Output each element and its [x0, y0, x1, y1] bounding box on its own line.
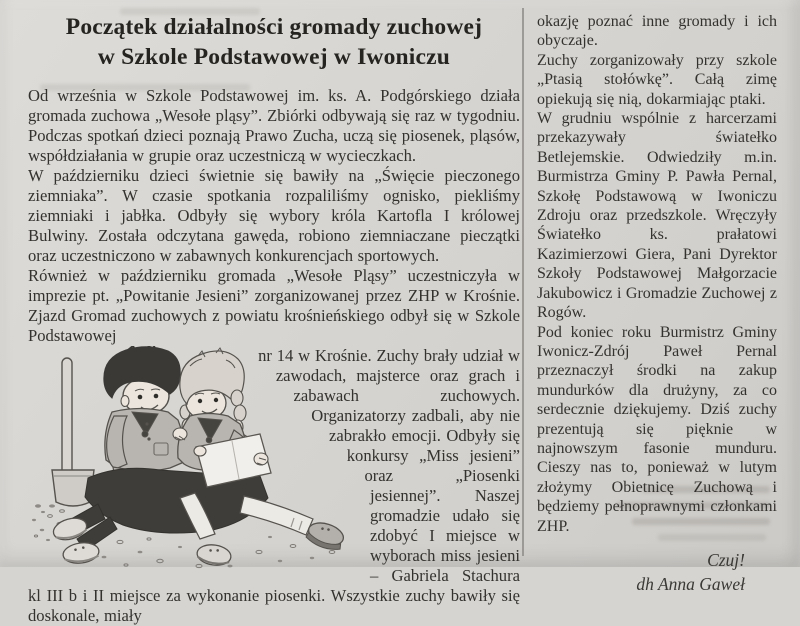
paragraph-intro: Od września w Szkole Podstawowej im. ks. A. Podgórskiego działa gromada zuchowa „Wesołe pląsy”. Zbiórki odbywają się raz w tygodniu. Podczas spotkań dzieci poznają Prawo Zucha, uczą się piosenek, pląsów, współdziałania w grupie oraz uczestniczą w wycieczkach.: [28, 86, 520, 165]
right-column: [537, 12, 777, 596]
article-title-line-2: w Szkole Podstawowej w Iwoniczu: [97, 44, 451, 70]
paragraph-zhp-event-start: Również w październiku gromada „Wesołe Pląsy” uczestniczyła w imprezie pt. „Powitanie Jesieni” zorganizowanej przez ZHP w Krośnie. Zjazd Gromad zuchowych z powiatu krośnieńskiego odbył się w Szkole Podstawowej: [28, 266, 520, 345]
paragraph-october-feast: W październiku dzieci świetnie się bawiły na „Święcie pieczonego ziemniaka”. W czasie spotkania rozpaliliśmy ognisko, piekliśmy ziemniaki i jabłka. Odbyły się wybory króla Kartofla I królowej Bulwiny. Została odczytana gawęda, robiono ziemniaczane pieczątki oraz uczestniczono w zabawnych konkurencjach sportowych.: [28, 166, 520, 265]
wrapped-text-block: [28, 346, 520, 626]
paragraph-bird-feeder: Zuchy zorganizowały przy szkole „Ptasią stołówkę”. Całą zimę opiekują się nią, dokarmiając ptaki.: [537, 51, 777, 108]
column-divider: [522, 8, 524, 556]
paragraph-other-groups: okazję poznać inne gromady i ich obyczaje.: [537, 13, 777, 50]
paragraph-zhp-event-wrapped: nr 14 w Krośnie. Zuchy brały udział w zawodach, majsterce oraz grach i zabawach zuchowych. Organizatorzy zadbali, aby nie zabrakło emocji. Odbyły się konkursy „Miss jesieni” oraz „Piosenki jesiennej”. Naszej gromadzie udało się zdobyć I miejsce w wyborach miss jesieni – Gabriela Stachura kl III b i II miejsce za wykonanie piosenki. Wszystkie zuchy bawiły się doskonale, miały: [28, 346, 520, 625]
signature-salute: Czuj!: [707, 549, 745, 570]
article-title-line-1: Początek działalności gromady zuchowej: [65, 14, 483, 40]
article-title: [28, 12, 520, 72]
signature-author: dh Anna Gaweł: [636, 573, 745, 594]
paragraph-bethlehem-light: W grudniu wspólnie z harcerzami przekazywały światełko Betlejemskie. Odwiedziły m.in. Burmistrza Gminy P. Pawła Pernal, Szkołę Podstawową w Iwoniczu Zdroju oraz przedszkole. Wręczyły Światełko ks. prałatowi Kazimierzowi Giera, Pani Dyrektor Szkoły Podstawowej Małgorzacie Jakubowicz i Gromadzie Zuchowej z Rogów.: [537, 110, 777, 322]
left-column: [28, 12, 520, 626]
paragraph-uniforms: Pod koniec roku Burmistrz Gminy Iwonicz-Zdrój Paweł Pernal przeznaczył środki na zakup mundurków dla drużyny, za co serdecznie dziękujemy. Dziś zuchy prezentują się pięknie w najnowszym fasonie munduru. Cieszy nas to, ponieważ w lutym złożymy Obietnicę Zuchową i będziemy pełnoprawnymi członkami ZHP.: [537, 323, 777, 535]
signature-block: [537, 548, 777, 596]
